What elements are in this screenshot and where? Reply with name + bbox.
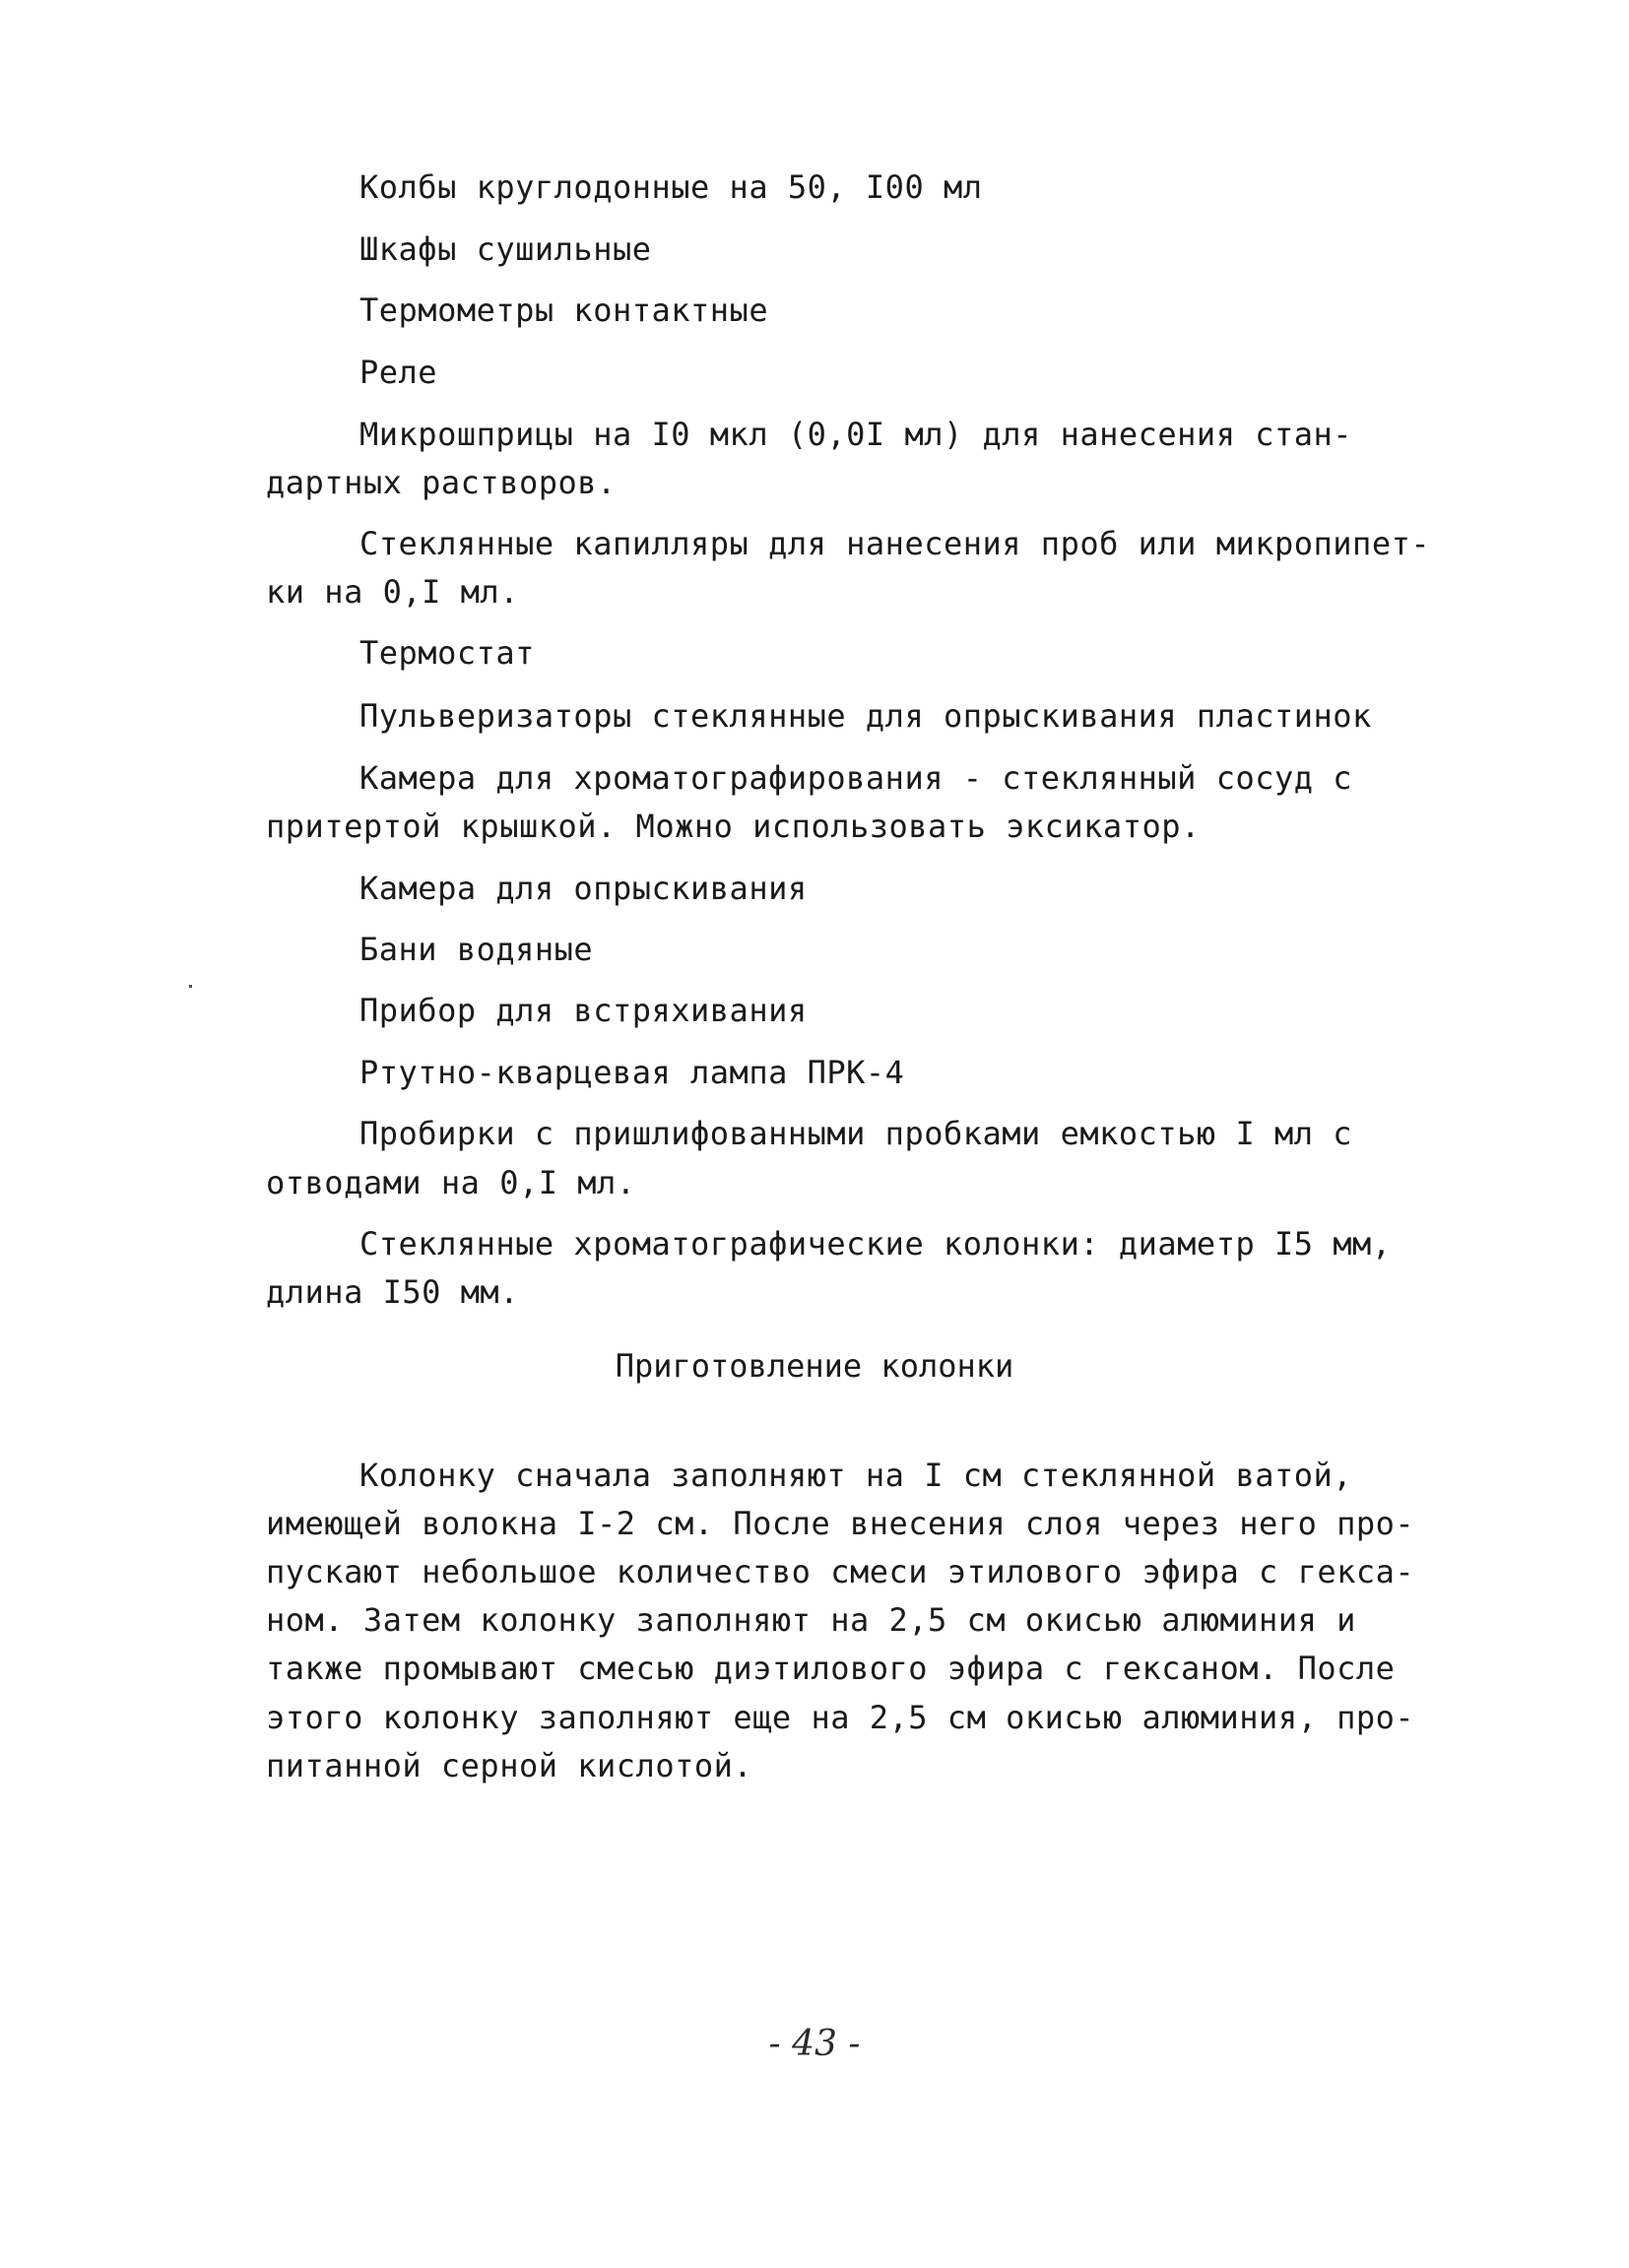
item-test-tubes-line1: Пробирки с пришлифованными пробками емкостью I мл с <box>359 1115 1353 1152</box>
item-chromatography-chamber-line2: притертой крышкой. Можно использовать эксикатор. <box>266 808 1201 845</box>
paragraph-line: Колонку сначала заполняют на I см стеклянной ватой, <box>359 1457 1353 1494</box>
paragraph-line: этого колонку заполняют еще на 2,5 см окисью алюминия, про- <box>266 1699 1415 1736</box>
item-microsyringes-line2: дартных растворов. <box>266 464 617 501</box>
item-chromatography-chamber-line1: Камера для хроматографирования - стеклянный сосуд с <box>359 759 1353 797</box>
item-capillaries-line2: ки на 0,I мл. <box>266 573 519 611</box>
section-heading: Приготовление колонки <box>615 1347 1014 1385</box>
paragraph-line: пускают небольшое количество смеси этилового эфира с гекса- <box>266 1553 1415 1590</box>
item-sprayers: Пульверизаторы стеклянные для опрыскивания пластинок <box>359 697 1372 735</box>
paragraph-line: питанной серной кислотой. <box>266 1747 753 1784</box>
item-test-tubes-line2: отводами на 0,I мл. <box>266 1164 636 1201</box>
item-round-flasks: Колбы круглодонные на 50, I00 мл <box>359 168 983 206</box>
item-drying-cabinets: Шкафы сушильные <box>359 230 652 268</box>
item-capillaries-line1: Стеклянные капилляры для нанесения проб или микропипет- <box>359 525 1431 562</box>
item-relay: Реле <box>359 354 438 391</box>
scan-speck <box>189 985 192 988</box>
paragraph-line: имеющей волокна I-2 см. После внесения слоя через него про- <box>266 1505 1415 1542</box>
paragraph-line: также промывают смесью диэтилового эфира с гексаном. После <box>266 1650 1396 1687</box>
page-number: - 43 - <box>768 2024 861 2064</box>
item-shaker: Прибор для встряхивания <box>359 992 808 1029</box>
item-contact-thermometers: Термометры контактные <box>359 292 769 329</box>
item-water-baths: Бани водяные <box>359 931 594 968</box>
item-microsyringes-line1: Микрошприцы на I0 мкл (0,0I мл) для нанесения стан- <box>359 416 1353 453</box>
paragraph-line: ном. Затем колонку заполняют на 2,5 см окисью алюминия и <box>266 1601 1356 1639</box>
item-columns-line2: длина I50 мм. <box>266 1273 519 1311</box>
item-spray-chamber: Камера для опрыскивания <box>359 870 808 907</box>
item-mercury-lamp: Ртутно-кварцевая лампа ПРК-4 <box>359 1054 905 1091</box>
item-columns-line1: Стеклянные хроматографические колонки: диаметр I5 мм, <box>359 1225 1392 1263</box>
item-thermostat: Термостат <box>359 634 535 672</box>
